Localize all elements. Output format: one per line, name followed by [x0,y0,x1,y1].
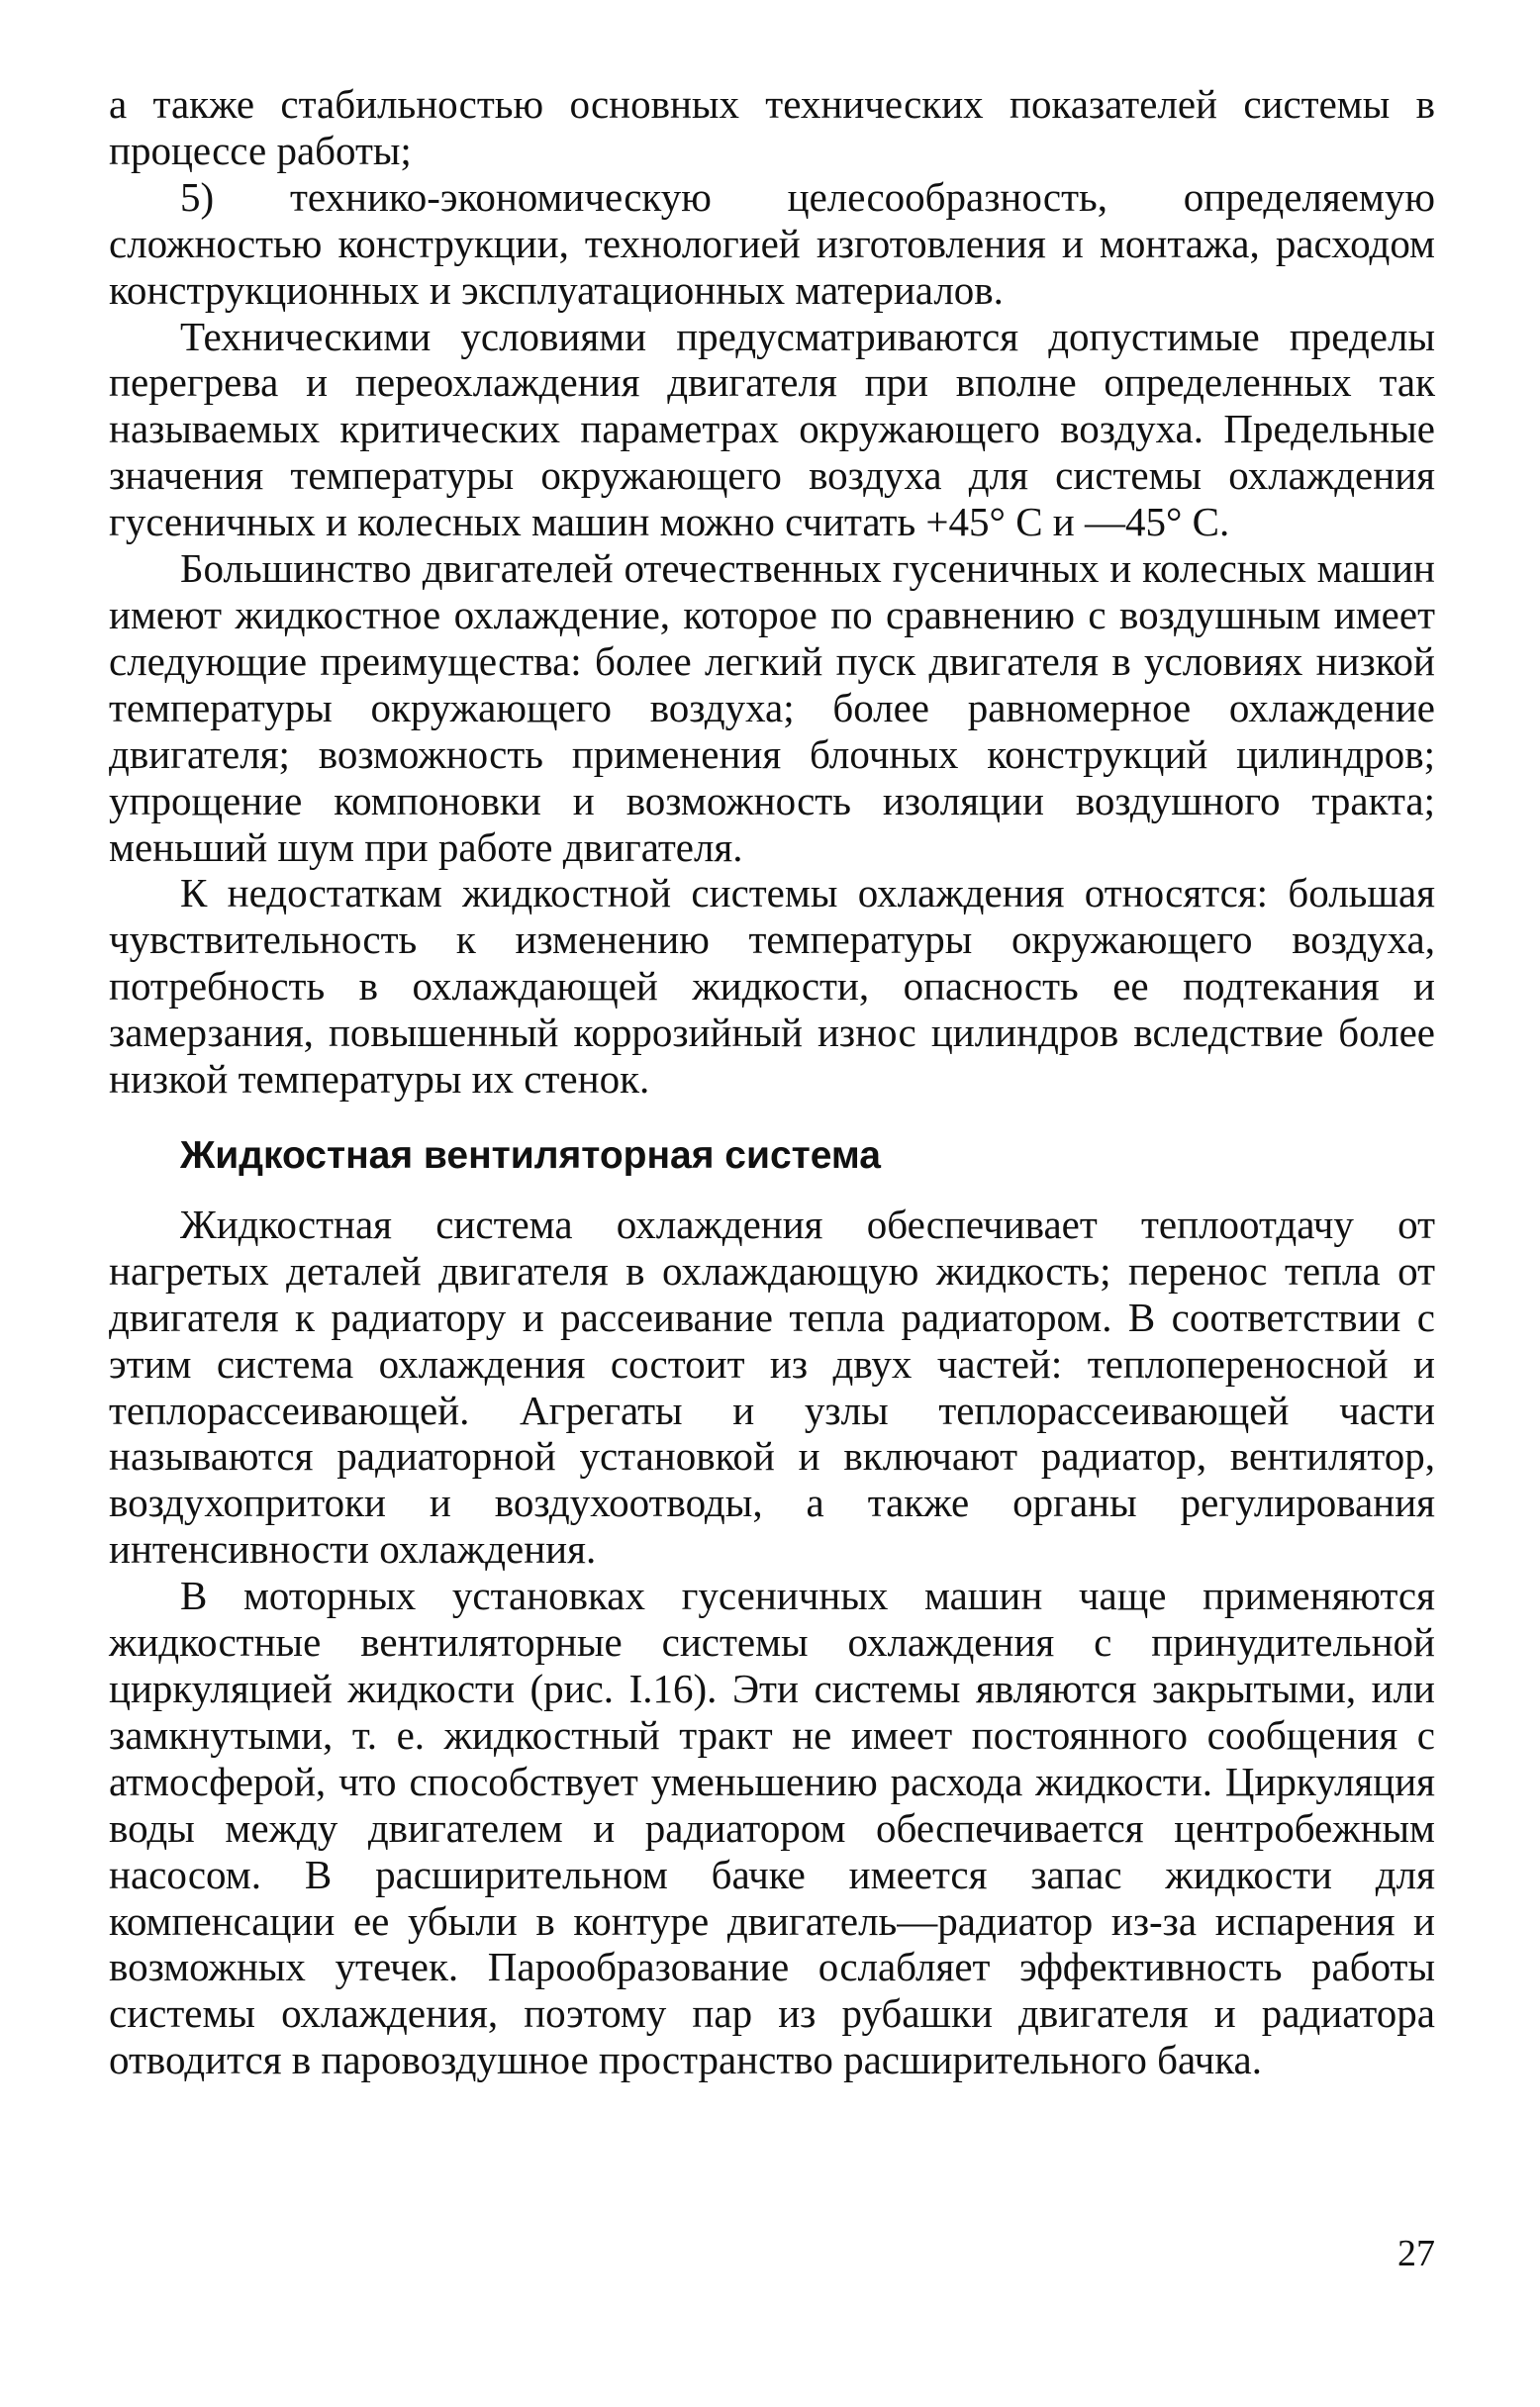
page-number: 27 [1397,2233,1435,2274]
paragraph-technical-conditions: Техническими условиями предусматриваются допустимые пределы перегрева и переохлаждения двигателя при вполне определенных так называемых критических параметрах окружающего воздуха. Предельные значения температуры окружающего воздуха для системы охлаждения гусеничных и колесных машин можно считать +45° С и —45° С. [109,313,1435,545]
paragraph-motor-installations: В моторных установках гусеничных машин чаще применяются жидкостные вентиляторные системы охлаждения с принудительной циркуляцией жидкости (рис. I.16). Эти системы являются закрытыми, или замкнутыми, т. е. жидкостный тракт не имеет постоянного сообщения с атмосферой, что способствует уменьшению расхода жидкости. Циркуляция воды между двигателем и радиатором обеспечивается центробежным насосом. В расширительном бачке имеется запас жидкости для компенсации ее убыли в контуре двигатель—радиатор из-за испарения и возможных утечек. Парообразование ослабляет эффективность работы системы охлаждения, поэтому пар из рубашки двигателя и радиатора отводится в паровоздушное пространство расширительного бачка. [109,1573,1435,2083]
section-heading: Жидкостная вентиляторная система [180,1133,881,1177]
paragraph-liquid-system: Жидкостная система охлаждения обеспечивает теплоотдачу от нагретых деталей двигателя в охлаждающую жидкость; перенос тепла от двигателя к радиатору и рассеивание тепла радиатором. В соответствии с этим система охлаждения состоит из двух частей: теплопереносной и теплорассеивающей. Агрегаты и узлы теплорассеивающей части называются радиаторной установкой и включают радиатор, вентилятор, воздухопритоки и воздухоотводы, а также органы регулирования интенсивности охлаждения. [109,1201,1435,1573]
paragraph-disadvantages: К недостаткам жидкостной системы охлаждения относятся: большая чувствительность к изменению температуры окружающего воздуха, потребность в охлаждающей жидкости, опасность ее подтекания и замерзания, повышенный коррозийный износ цилиндров вследствие более низкой температуры их стенок. [109,870,1435,1103]
paragraph-advantages: Большинство двигателей отечественных гусеничных и колесных машин имеют жидкостное охлаждение, которое по сравнению с воздушным имеет следующие преимущества: более легкий пуск двигателя в условиях низкой температуры окружающего воздуха; более равномерное охлаждение двигателя; возможность применения блочных конструкций цилиндров; упрощение компоновки и возможность изоляции воздушного тракта; меньший шум при работе двигателя. [109,545,1435,870]
page-body [109,81,1435,2083]
paragraph-continuation: а также стабильностью основных технических показателей системы в процессе работы; [109,81,1435,173]
paragraph-item-5: 5) технико-экономическую целесообразность, определяемую сложностью конструкции, технологией изготовления и монтажа, расходом конструкционных и эксплуатационных материалов. [109,173,1435,313]
